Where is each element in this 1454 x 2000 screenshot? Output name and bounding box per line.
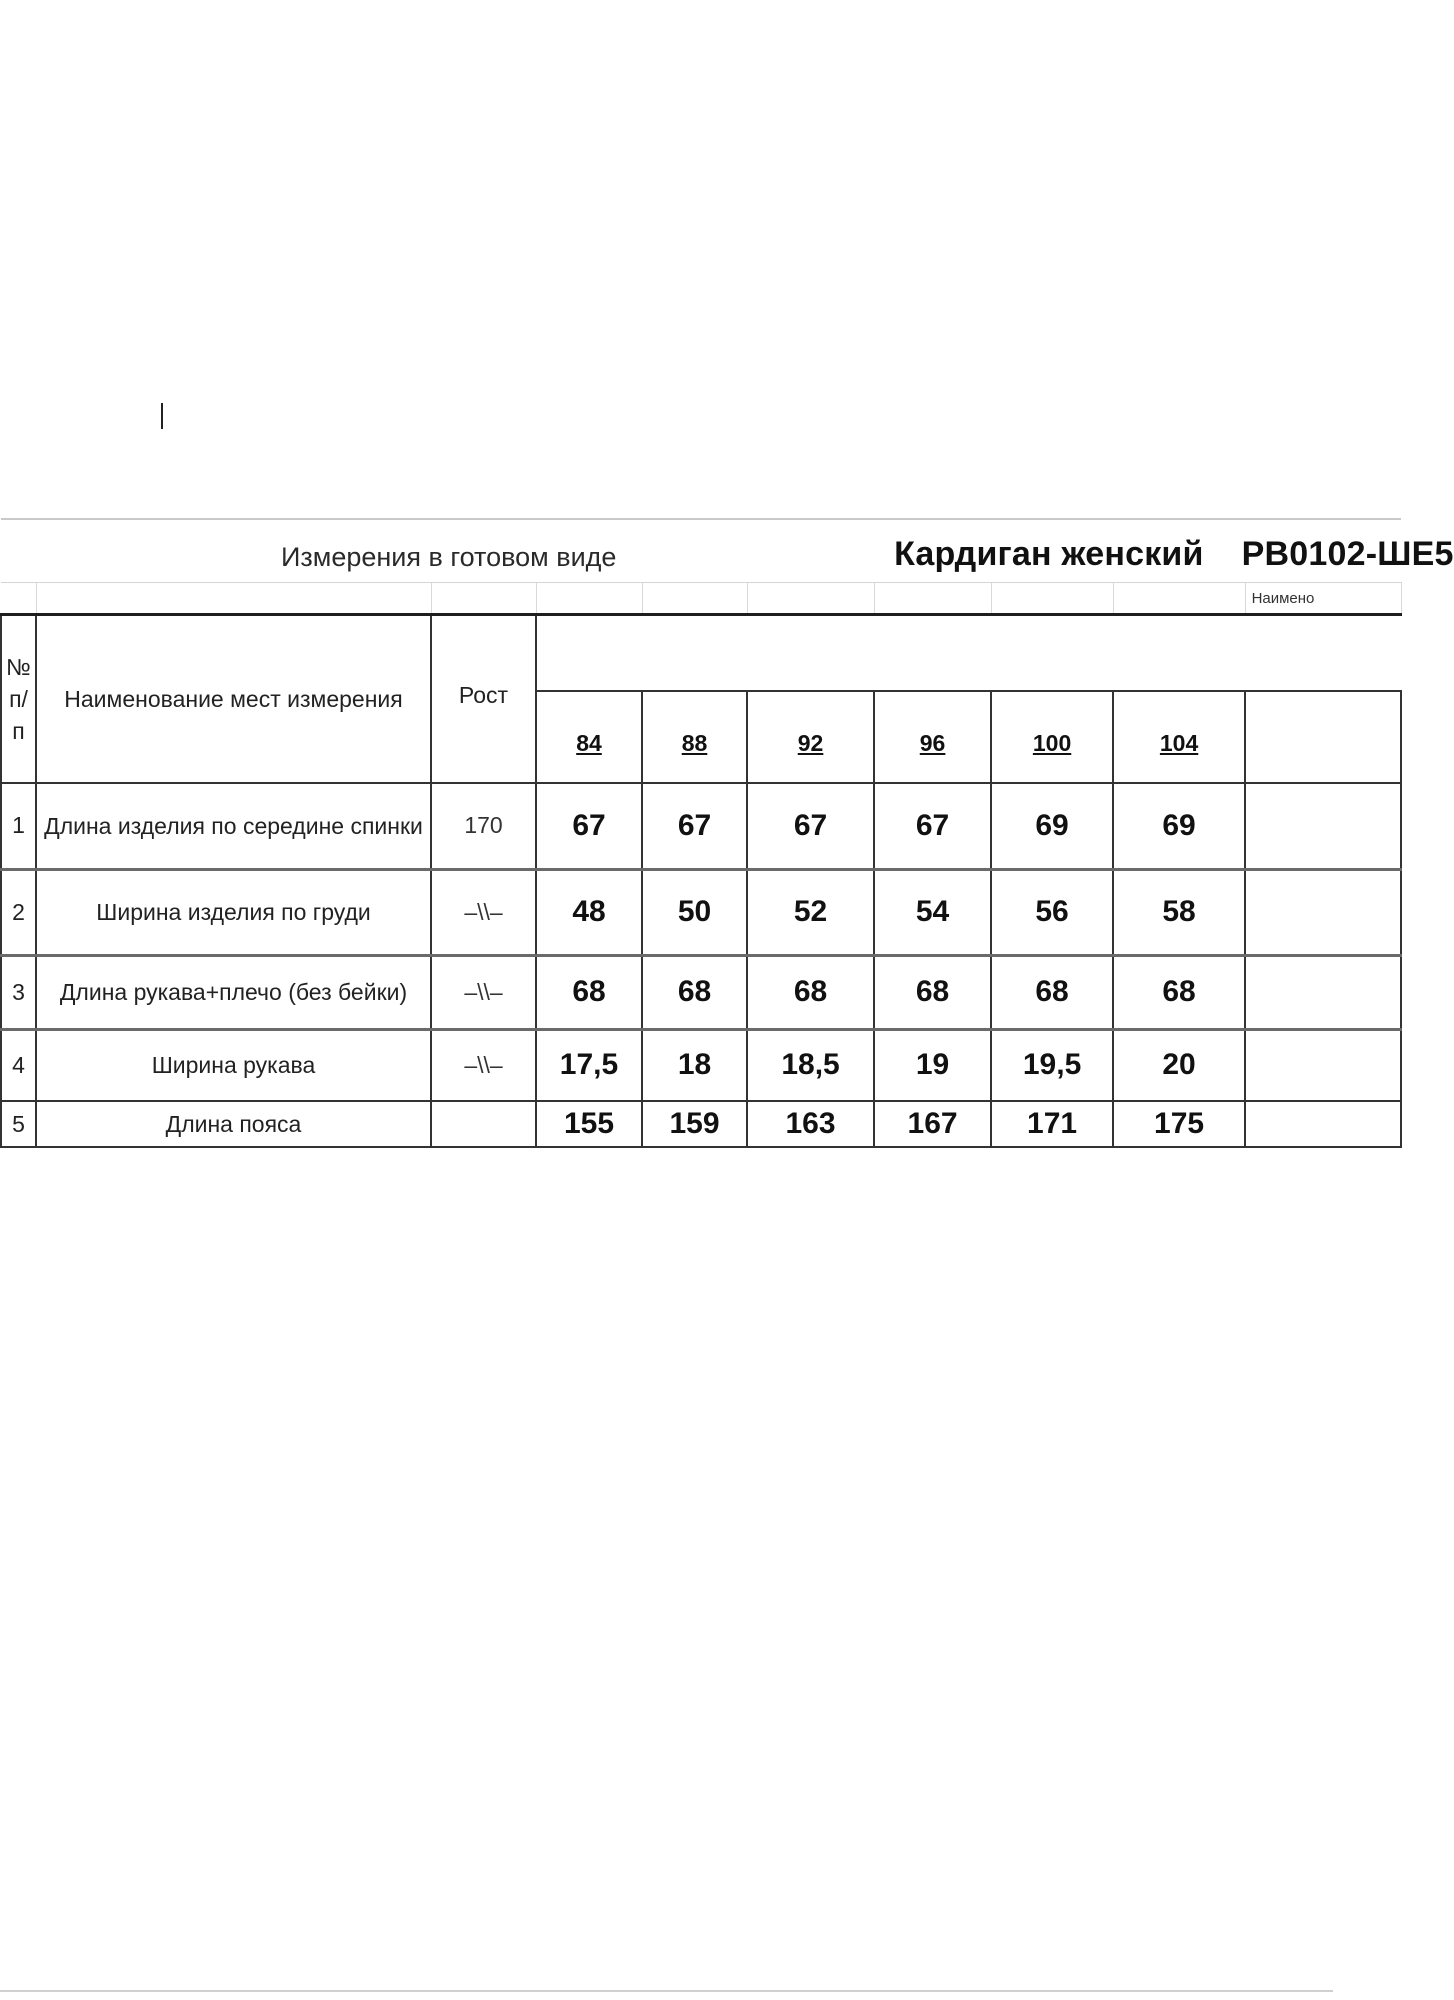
row-value-empty <box>1245 1029 1401 1101</box>
row-value: 69 <box>991 783 1113 869</box>
row-value: 163 <box>747 1101 874 1147</box>
size-header: 88 <box>642 691 747 783</box>
spacer-cell <box>1113 583 1245 615</box>
row-name: Ширина изделия по груди <box>36 869 431 955</box>
row-num: 1 <box>1 783 36 869</box>
spacer-cell <box>536 583 642 615</box>
table-title <box>874 519 1454 583</box>
row-name: Длина изделия по середине спинки <box>36 783 431 869</box>
row-value: 18 <box>642 1029 747 1101</box>
table-row <box>1 955 1401 1029</box>
row-num: 5 <box>1 1101 36 1147</box>
row-value-empty <box>1245 1101 1401 1147</box>
text-cursor <box>161 403 163 429</box>
row-value: 67 <box>536 783 642 869</box>
header-num: № п/ п <box>1 615 36 784</box>
row-value: 54 <box>874 869 991 955</box>
spacer-cell <box>431 583 536 615</box>
row-value: 68 <box>536 955 642 1029</box>
header-sizes-group <box>536 615 1401 692</box>
spacer-cell <box>991 583 1113 615</box>
row-value-empty <box>1245 783 1401 869</box>
row-value: 167 <box>874 1101 991 1147</box>
row-value: 159 <box>642 1101 747 1147</box>
table-subtitle: Измерения в готовом виде <box>1 519 874 583</box>
row-name: Длина пояса <box>36 1101 431 1147</box>
table-row <box>1 1029 1401 1101</box>
row-value: 20 <box>1113 1029 1245 1101</box>
spacer-cell <box>642 583 747 615</box>
row-value: 69 <box>1113 783 1245 869</box>
row-value: 68 <box>642 955 747 1029</box>
cut-off-label: Наимено <box>1245 583 1401 615</box>
row-value: 68 <box>747 955 874 1029</box>
row-height <box>431 1101 536 1147</box>
row-value: 67 <box>747 783 874 869</box>
row-value: 17,5 <box>536 1029 642 1101</box>
row-value-empty <box>1245 869 1401 955</box>
row-num: 4 <box>1 1029 36 1101</box>
row-value: 19,5 <box>991 1029 1113 1101</box>
row-value: 171 <box>991 1101 1113 1147</box>
row-name: Длина рукава+плечо (без бейки) <box>36 955 431 1029</box>
row-value: 155 <box>536 1101 642 1147</box>
row-value: 52 <box>747 869 874 955</box>
header-name: Наименование мест измерения <box>36 615 431 784</box>
row-value-empty <box>1245 955 1401 1029</box>
row-value: 68 <box>874 955 991 1029</box>
size-header: 92 <box>747 691 874 783</box>
size-header-empty <box>1245 691 1401 783</box>
spacer-row <box>1 583 1401 615</box>
row-value: 67 <box>874 783 991 869</box>
header-height: Рост <box>431 615 536 784</box>
row-value: 67 <box>642 783 747 869</box>
row-value: 175 <box>1113 1101 1245 1147</box>
row-value: 68 <box>991 955 1113 1029</box>
size-header: 84 <box>536 691 642 783</box>
page-bottom-line <box>0 1990 1333 1992</box>
row-height: –\\– <box>431 869 536 955</box>
product-code: РВ0102-ШЕ5 <box>1241 534 1454 573</box>
measurement-table <box>0 518 1454 1148</box>
row-value: 19 <box>874 1029 991 1101</box>
row-num: 3 <box>1 955 36 1029</box>
table-row <box>1 1101 1401 1147</box>
size-header: 104 <box>1113 691 1245 783</box>
row-value: 18,5 <box>747 1029 874 1101</box>
table-row <box>1 869 1401 955</box>
title-row <box>1 519 1401 583</box>
size-header: 96 <box>874 691 991 783</box>
product-name: Кардиган женский <box>894 534 1204 573</box>
measurement-sheet <box>0 518 1454 1140</box>
spacer-cell <box>36 583 431 615</box>
row-value: 58 <box>1113 869 1245 955</box>
size-header: 100 <box>991 691 1113 783</box>
header-row <box>1 615 1401 692</box>
row-height: 170 <box>431 783 536 869</box>
spacer-cell <box>874 583 991 615</box>
spacer-cell <box>1 583 36 615</box>
row-value: 50 <box>642 869 747 955</box>
row-num: 2 <box>1 869 36 955</box>
row-value: 48 <box>536 869 642 955</box>
row-value: 68 <box>1113 955 1245 1029</box>
row-height: –\\– <box>431 955 536 1029</box>
row-height: –\\– <box>431 1029 536 1101</box>
spacer-cell <box>747 583 874 615</box>
table-row <box>1 783 1401 869</box>
row-name: Ширина рукава <box>36 1029 431 1101</box>
row-value: 56 <box>991 869 1113 955</box>
